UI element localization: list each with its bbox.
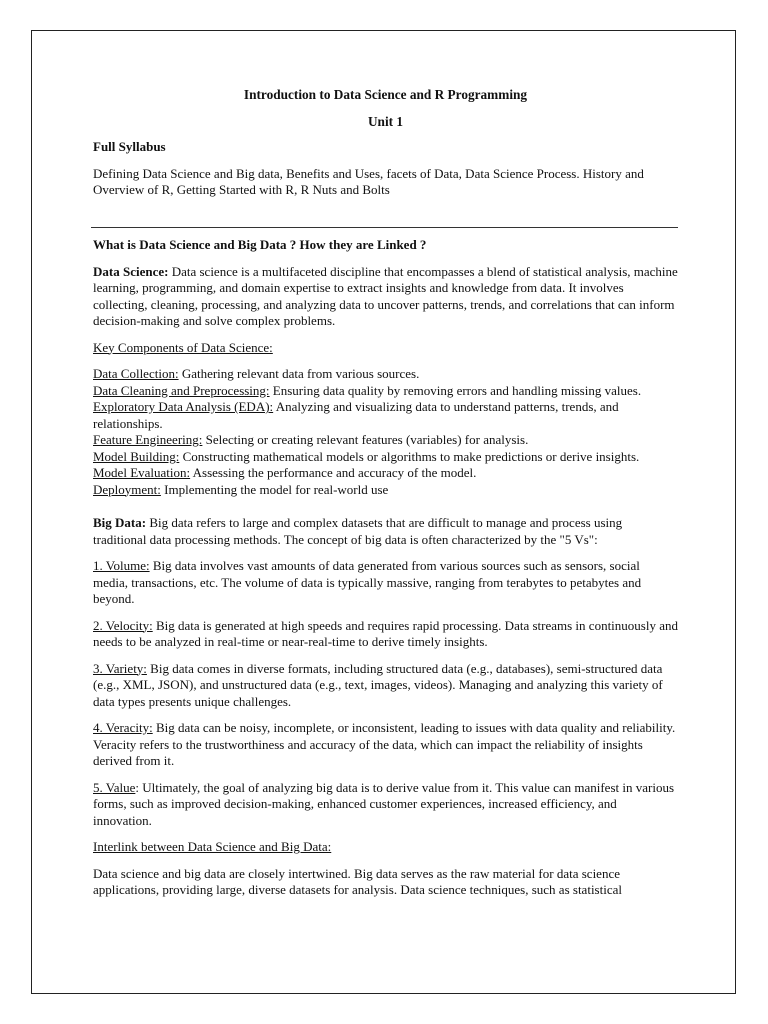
interlink-heading: Interlink between Data Science and Big Data: (93, 839, 332, 854)
unit-heading: Unit 1 (367, 113, 404, 129)
document-title: Introduction to Data Science and R Programming (243, 87, 528, 102)
section-question: What is Data Science and Big Data ? How they are Linked ? (93, 237, 427, 252)
list-item: Model Building: Constructing mathematical models or algorithms to make predictions or derive insights. (93, 448, 640, 464)
interlink-text: Data science and big data are closely intertwined. Big data serves as the raw material for data science applications, providing large, diverse datasets for analysis. Data science techniques, such as statistical (93, 865, 622, 897)
v-item-variety: 3. Variety: Big data comes in diverse formats, including structured data (e.g., databases), semi-structured data (e.g., XML, JSON), and unstructured data (e.g., text, images, videos). Managing and analyzing this variety of data types presents unique challenges. (93, 660, 663, 709)
horizontal-divider (91, 227, 678, 228)
big-data-text: Big data refers to large and complex datasets that are difficult to manage and process using traditional data processing methods. The concept of big data is often characterized by the "5 Vs": (93, 515, 623, 547)
components-list (93, 366, 678, 498)
document-header (93, 87, 678, 199)
list-item: Data Collection: Gathering relevant data from various sources. (93, 366, 420, 381)
data-science-term: Data Science: (93, 263, 169, 279)
list-item: Model Evaluation: Assessing the performance and accuracy of the model. (93, 465, 477, 480)
v-item-veracity: 4. Veracity: Big data can be noisy, incomplete, or inconsistent, leading to issues with data quality and reliability. Veracity refers to the trustworthiness and accuracy of the data, which can impact the reliability of insights derived from it. (93, 720, 676, 768)
section-body (93, 237, 678, 899)
syllabus-heading: Full Syllabus (93, 139, 166, 154)
v-item-value: 5. Value: Ultimately, the goal of analyzing big data is to derive value from it. This value can manifest in various forms, such as improved decision-making, enhanced customer experiences, increased efficiency, and innovation. (93, 779, 675, 828)
data-science-definition (93, 264, 678, 330)
big-data-term: Big Data: (93, 515, 147, 530)
syllabus-text: Defining Data Science and Big data, Benefits and Uses, facets of Data, Data Science Process. History and Overview of R, Getting Started with R, R Nuts and Bolts (93, 165, 644, 197)
data-science-text: Data science is a multifaceted discipline that encompasses a blend of statistical analysis, machine learning, programming, and domain expertise to extract insights and knowledge from data. It involves collecting, cleaning, processing, and analyzing data to uncover patterns, trends, and correlations that can inform decision-making and solve complex problems. (93, 263, 678, 328)
components-heading: Key Components of Data Science: (93, 339, 273, 355)
v-item-volume: 1. Volume: Big data involves vast amounts of data generated from various sources such as sensors, social media, transactions, etc. The volume of data is typically massive, ranging from terabytes to petabytes and beyond. (93, 558, 642, 606)
list-item: Feature Engineering: Selecting or creating relevant features (variables) for analysis. (93, 432, 529, 447)
list-item: Exploratory Data Analysis (EDA): Analyzing and visualizing data to understand patterns, trends, and relationships. (93, 399, 619, 431)
big-data-definition (93, 515, 678, 548)
v-item-velocity: 2. Velocity: Big data is generated at high speeds and requires rapid processing. Data streams in continuously and needs to be analyzed in real-time or near-real-time to derive timely insights. (93, 617, 678, 649)
list-item: Deployment: Implementing the model for real-world use (93, 481, 389, 497)
list-item: Data Cleaning and Preprocessing: Ensuring data quality by removing errors and handling missing values. (93, 382, 642, 398)
